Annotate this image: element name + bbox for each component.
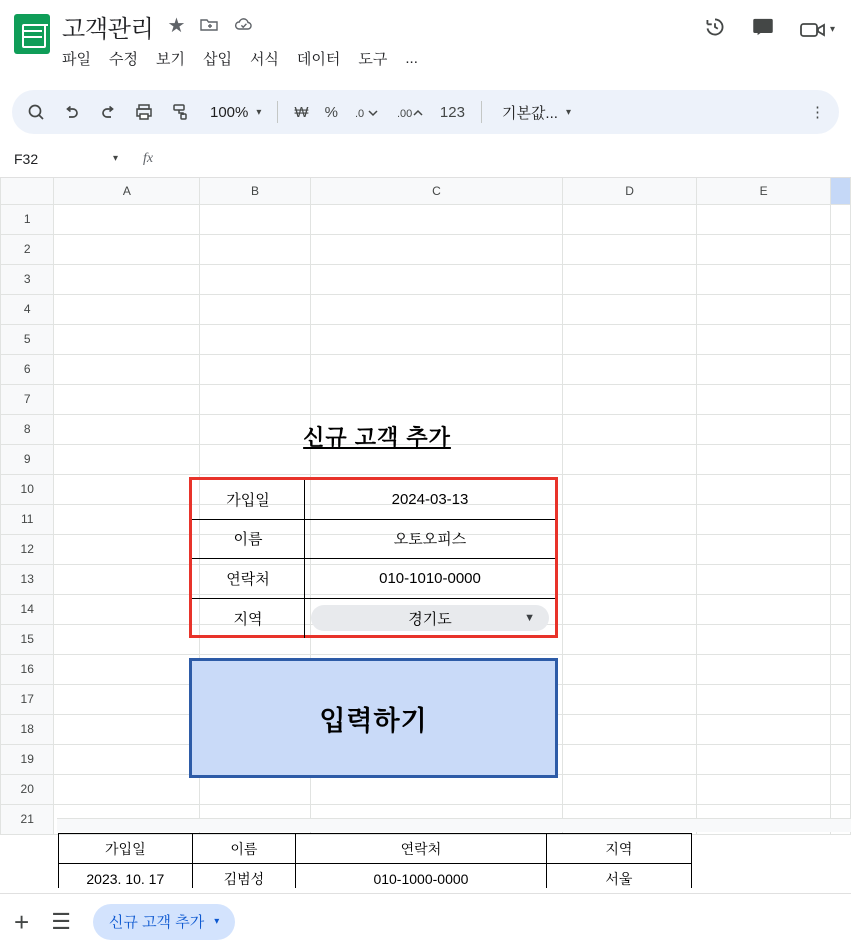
menu-item-file[interactable]: 파일 bbox=[62, 51, 91, 68]
column-header-e[interactable]: E bbox=[697, 178, 831, 204]
cell-d4[interactable] bbox=[563, 294, 697, 324]
decrease-decimal-icon[interactable] bbox=[354, 102, 380, 122]
cell-a3[interactable] bbox=[54, 264, 200, 294]
comment-icon[interactable] bbox=[750, 14, 776, 45]
row-header-12[interactable]: 12 bbox=[1, 534, 54, 564]
toolbar bbox=[12, 90, 839, 134]
cell-f8[interactable] bbox=[831, 414, 851, 444]
row-header-16[interactable]: 16 bbox=[1, 654, 54, 684]
undo-icon[interactable] bbox=[62, 102, 82, 122]
document-title[interactable]: 고객관리 bbox=[62, 15, 154, 43]
customer-data-table bbox=[57, 833, 693, 888]
cell-d19[interactable] bbox=[563, 744, 697, 774]
table-header-name: 이름 bbox=[192, 834, 295, 864]
table-header-row bbox=[59, 834, 692, 864]
cell-e14[interactable] bbox=[697, 594, 831, 624]
cell-a8[interactable] bbox=[54, 414, 200, 444]
table-header-join-date: 가입일 bbox=[59, 834, 193, 864]
cell-a9[interactable] bbox=[54, 444, 200, 474]
svg-text:.00: .00 bbox=[396, 108, 413, 120]
all-sheets-icon[interactable]: ☰ bbox=[51, 908, 71, 934]
font-style-value: 기본값... bbox=[501, 104, 558, 122]
cell-f3[interactable] bbox=[831, 264, 851, 294]
cell-b4[interactable] bbox=[200, 294, 310, 324]
cell-e7[interactable] bbox=[697, 384, 831, 414]
cell-d10[interactable] bbox=[563, 474, 697, 504]
cell-a6[interactable] bbox=[54, 354, 200, 384]
cell-a14[interactable] bbox=[54, 594, 200, 624]
cell-d2[interactable] bbox=[563, 234, 697, 264]
cell-a13[interactable] bbox=[54, 564, 200, 594]
cell-a4[interactable] bbox=[54, 294, 200, 324]
form-row-region bbox=[192, 599, 555, 639]
form-value-phone[interactable]: 010-1010-0000 bbox=[379, 569, 481, 587]
column-header-row bbox=[1, 178, 851, 204]
cell-f15[interactable] bbox=[831, 624, 851, 654]
cell-d11[interactable] bbox=[563, 504, 697, 534]
cell-d12[interactable] bbox=[563, 534, 697, 564]
sheet-tab-label: 신규 고객 추가 bbox=[108, 914, 205, 931]
cell-a12[interactable] bbox=[54, 534, 200, 564]
cell-f18[interactable] bbox=[831, 714, 851, 744]
cell-f13[interactable] bbox=[831, 564, 851, 594]
cell-e13[interactable] bbox=[697, 564, 831, 594]
cell-c5[interactable] bbox=[310, 324, 562, 354]
row-header-18[interactable]: 18 bbox=[1, 714, 54, 744]
grid-row bbox=[1, 384, 851, 414]
cell-d18[interactable] bbox=[563, 714, 697, 744]
cell-c7[interactable] bbox=[310, 384, 562, 414]
cell-d16[interactable] bbox=[563, 654, 697, 684]
cell-e20[interactable] bbox=[697, 774, 831, 804]
cell-f10[interactable] bbox=[831, 474, 851, 504]
cell-a18[interactable] bbox=[54, 714, 200, 744]
zoom-control[interactable] bbox=[210, 104, 261, 121]
cell-name[interactable]: 김범성 bbox=[192, 864, 295, 889]
cell-f12[interactable] bbox=[831, 534, 851, 564]
cell-f2[interactable] bbox=[831, 234, 851, 264]
form-label-phone: 연락처 bbox=[192, 559, 305, 598]
row-header-11[interactable]: 11 bbox=[1, 504, 54, 534]
cell-e4[interactable] bbox=[697, 294, 831, 324]
cell-e8[interactable] bbox=[697, 414, 831, 444]
cell-e2[interactable] bbox=[697, 234, 831, 264]
row-header-19[interactable]: 19 bbox=[1, 744, 54, 774]
cell-d20[interactable] bbox=[563, 774, 697, 804]
meet-button[interactable] bbox=[798, 17, 835, 43]
cell-join-date[interactable]: 2023. 10. 17 bbox=[59, 864, 193, 889]
cell-a16[interactable] bbox=[54, 654, 200, 684]
version-history-icon[interactable] bbox=[702, 14, 728, 45]
menu-item-edit[interactable]: 수정 bbox=[108, 51, 138, 68]
row-header-1[interactable]: 1 bbox=[1, 204, 54, 234]
form-label-region: 지역 bbox=[192, 599, 305, 639]
cell-e1[interactable] bbox=[697, 204, 831, 234]
row-header-17[interactable]: 17 bbox=[1, 684, 54, 714]
cell-phone[interactable]: 010-1000-0000 bbox=[296, 864, 547, 889]
more-options-icon[interactable]: ⋮ bbox=[810, 104, 825, 121]
row-header-3[interactable]: 3 bbox=[1, 264, 54, 294]
cell-d3[interactable] bbox=[563, 264, 697, 294]
cell-f5[interactable] bbox=[831, 324, 851, 354]
app-header bbox=[0, 0, 851, 86]
increase-decimal-icon[interactable] bbox=[396, 102, 424, 122]
cell-b20[interactable] bbox=[200, 774, 310, 804]
horizontal-scrollbar[interactable] bbox=[57, 818, 851, 832]
table-header-phone: 연락처 bbox=[296, 834, 547, 864]
chevron-down-icon[interactable]: ▾ bbox=[256, 106, 262, 118]
title-row bbox=[62, 8, 702, 44]
cell-a5[interactable] bbox=[54, 324, 200, 354]
cell-b2[interactable] bbox=[200, 234, 310, 264]
paint-format-icon[interactable] bbox=[170, 102, 190, 122]
cell-f14[interactable] bbox=[831, 594, 851, 624]
form-value-region[interactable] bbox=[305, 599, 555, 639]
cell-d8[interactable] bbox=[563, 414, 697, 444]
cell-b5[interactable] bbox=[200, 324, 310, 354]
form-label-name: 이름 bbox=[192, 520, 305, 559]
form-value-join-date[interactable]: 2024-03-13 bbox=[391, 490, 469, 508]
cell-f17[interactable] bbox=[831, 684, 851, 714]
formula-bar bbox=[0, 140, 851, 178]
row-header-4[interactable]: 4 bbox=[1, 294, 54, 324]
move-to-folder-icon[interactable] bbox=[199, 15, 219, 38]
form-label-join-date: 가입일 bbox=[192, 480, 305, 519]
cell-e12[interactable] bbox=[697, 534, 831, 564]
cell-f6[interactable] bbox=[831, 354, 851, 384]
row-header-7[interactable]: 7 bbox=[1, 384, 54, 414]
cell-f16[interactable] bbox=[831, 654, 851, 684]
sheets-logo-icon[interactable] bbox=[14, 14, 50, 54]
form-row-name bbox=[192, 520, 555, 560]
cell-region[interactable]: 서울 bbox=[546, 864, 691, 889]
grid-row bbox=[1, 324, 851, 354]
menu-item-view[interactable]: 보기 bbox=[155, 51, 185, 68]
cell-a1[interactable] bbox=[54, 204, 200, 234]
row-header-13[interactable]: 13 bbox=[1, 564, 54, 594]
menu-item-data[interactable]: 데이터 bbox=[296, 51, 341, 68]
cell-e15[interactable] bbox=[697, 624, 831, 654]
grid-row bbox=[1, 774, 851, 804]
region-dropdown[interactable] bbox=[311, 605, 549, 631]
cell-f7[interactable] bbox=[831, 384, 851, 414]
column-header-b[interactable]: B bbox=[200, 178, 310, 204]
name-box[interactable] bbox=[0, 151, 128, 167]
table-header-region: 지역 bbox=[546, 834, 691, 864]
name-box-caret-icon[interactable]: ▾ bbox=[112, 153, 118, 164]
cell-e17[interactable] bbox=[697, 684, 831, 714]
cell-d15[interactable] bbox=[563, 624, 697, 654]
menu-item-tools[interactable]: 도구 bbox=[358, 51, 388, 68]
cell-d13[interactable] bbox=[563, 564, 697, 594]
search-icon[interactable] bbox=[26, 102, 46, 122]
header-actions bbox=[702, 14, 837, 45]
spreadsheet-grid[interactable] bbox=[0, 178, 851, 888]
cell-e3[interactable] bbox=[697, 264, 831, 294]
menu-item-insert[interactable]: 삽입 bbox=[202, 51, 232, 68]
form-row-phone bbox=[192, 559, 555, 599]
row-header-14[interactable]: 14 bbox=[1, 594, 54, 624]
new-customer-form bbox=[189, 477, 558, 638]
cell-e6[interactable] bbox=[697, 354, 831, 384]
cell-c2[interactable] bbox=[310, 234, 562, 264]
chevron-down-icon-2[interactable]: ▾ bbox=[565, 106, 571, 118]
cell-d17[interactable] bbox=[563, 684, 697, 714]
cell-b6[interactable] bbox=[200, 354, 310, 384]
grid-row bbox=[1, 204, 851, 234]
column-header-f[interactable] bbox=[831, 178, 851, 204]
row-header-21[interactable]: 21 bbox=[1, 804, 54, 834]
cell-e10[interactable] bbox=[697, 474, 831, 504]
row-header-20[interactable]: 20 bbox=[1, 774, 54, 804]
cell-d7[interactable] bbox=[563, 384, 697, 414]
toolbar-overflow bbox=[810, 103, 825, 121]
cell-a2[interactable] bbox=[54, 234, 200, 264]
currency-format-icon[interactable]: ₩ bbox=[294, 103, 309, 121]
cell-e16[interactable] bbox=[697, 654, 831, 684]
percent-format-icon[interactable]: % bbox=[324, 103, 338, 121]
cell-f1[interactable] bbox=[831, 204, 851, 234]
redo-icon[interactable] bbox=[98, 102, 118, 122]
row-header-10[interactable]: 10 bbox=[1, 474, 54, 504]
row-header-6[interactable]: 6 bbox=[1, 354, 54, 384]
form-row-join-date bbox=[192, 480, 555, 520]
add-sheet-icon[interactable]: + bbox=[14, 906, 30, 937]
cell-f19[interactable] bbox=[831, 744, 851, 774]
cloud-saved-icon[interactable] bbox=[233, 15, 255, 38]
cell-a19[interactable] bbox=[54, 744, 200, 774]
sheet-tab-bar bbox=[0, 893, 851, 949]
menu-item-more[interactable]: ... bbox=[405, 50, 418, 67]
submit-button[interactable]: 입력하기 bbox=[189, 658, 558, 778]
cell-a20[interactable] bbox=[54, 774, 200, 804]
grid-row bbox=[1, 264, 851, 294]
grid-row bbox=[1, 294, 851, 324]
column-header-d[interactable]: D bbox=[563, 178, 697, 204]
cell-c3[interactable] bbox=[310, 264, 562, 294]
cell-a10[interactable] bbox=[54, 474, 200, 504]
cell-e9[interactable] bbox=[697, 444, 831, 474]
zoom-value: 100% bbox=[210, 103, 249, 121]
cell-e19[interactable] bbox=[697, 744, 831, 774]
chevron-down-icon-region[interactable]: ▼ bbox=[524, 612, 535, 625]
sheet-tab-active[interactable] bbox=[93, 904, 235, 940]
cell-e5[interactable] bbox=[697, 324, 831, 354]
cell-d14[interactable] bbox=[563, 594, 697, 624]
cell-e11[interactable] bbox=[697, 504, 831, 534]
form-value-name[interactable]: 오토오피스 bbox=[393, 531, 467, 549]
grid-row bbox=[1, 234, 851, 264]
cell-d1[interactable] bbox=[563, 204, 697, 234]
menu-item-format[interactable]: 서식 bbox=[249, 51, 279, 68]
row-header-15[interactable]: 15 bbox=[1, 624, 54, 654]
cell-a7[interactable] bbox=[54, 384, 200, 414]
cell-a15[interactable] bbox=[54, 624, 200, 654]
font-style-selector[interactable] bbox=[502, 102, 571, 123]
cell-d9[interactable] bbox=[563, 444, 697, 474]
region-dropdown-value: 경기도 bbox=[408, 610, 452, 628]
cell-c6[interactable] bbox=[310, 354, 562, 384]
cell-f20[interactable] bbox=[831, 774, 851, 804]
column-header-c[interactable]: C bbox=[310, 178, 562, 204]
menu-bar bbox=[62, 48, 702, 69]
select-all-corner[interactable] bbox=[1, 178, 54, 204]
meet-caret-icon[interactable]: ▾ bbox=[829, 24, 835, 35]
sheet-heading: 신규 고객 추가 bbox=[303, 425, 451, 450]
row-header-5[interactable]: 5 bbox=[1, 324, 54, 354]
print-icon[interactable] bbox=[134, 102, 154, 122]
cell-f9[interactable] bbox=[831, 444, 851, 474]
cell-c4[interactable] bbox=[310, 294, 562, 324]
table-row[interactable] bbox=[59, 864, 692, 889]
cell-c20[interactable] bbox=[310, 774, 562, 804]
column-header-a[interactable]: A bbox=[54, 178, 200, 204]
cell-b1[interactable] bbox=[200, 204, 310, 234]
toolbar-divider-2 bbox=[481, 101, 482, 123]
cell-d5[interactable] bbox=[563, 324, 697, 354]
row-header-2[interactable]: 2 bbox=[1, 234, 54, 264]
title-block bbox=[62, 8, 702, 69]
cell-a11[interactable] bbox=[54, 504, 200, 534]
fx-icon: fx bbox=[142, 150, 154, 166]
row-header-9[interactable]: 9 bbox=[1, 444, 54, 474]
row-header-8[interactable]: 8 bbox=[1, 414, 54, 444]
number-format-icon[interactable]: 123 bbox=[439, 103, 465, 121]
grid-row bbox=[1, 354, 851, 384]
name-box-value: F32 bbox=[14, 150, 39, 167]
cell-f11[interactable] bbox=[831, 504, 851, 534]
cell-c1[interactable] bbox=[310, 204, 562, 234]
star-icon[interactable]: ★ bbox=[167, 15, 186, 37]
cell-e18[interactable] bbox=[697, 714, 831, 744]
cell-b3[interactable] bbox=[200, 264, 310, 294]
cell-a17[interactable] bbox=[54, 684, 200, 714]
chevron-down-icon-tab[interactable]: ▾ bbox=[214, 916, 220, 927]
toolbar-divider bbox=[277, 101, 278, 123]
svg-text:.0: .0 bbox=[354, 108, 365, 120]
cell-b7[interactable] bbox=[200, 384, 310, 414]
cell-d6[interactable] bbox=[563, 354, 697, 384]
cell-f4[interactable] bbox=[831, 294, 851, 324]
